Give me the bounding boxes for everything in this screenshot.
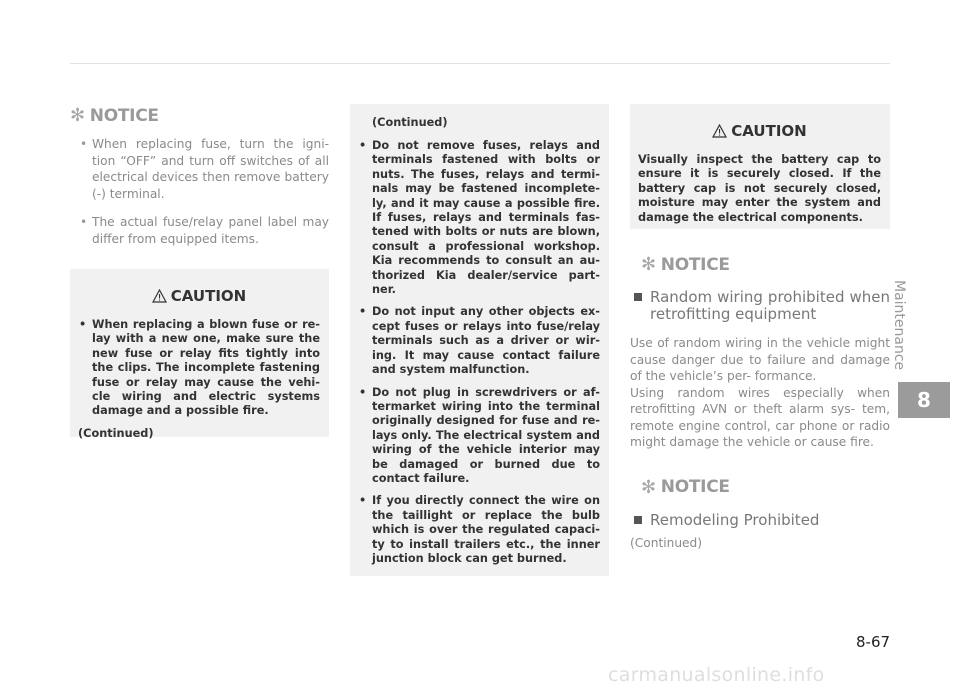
list-item: • When replacing a blown fuse or re- lay with a new one, make sure the new fuse or relay fits tightly into the clips. The incomplete fastening fuse or relay may cause the vehi- cle wiring and electric systems damage and a possible fire. [79, 318, 320, 418]
bullet-icon: • [359, 494, 367, 508]
caution-heading: CAUTION [638, 122, 881, 140]
caution-box-continued [350, 104, 609, 576]
left-column [70, 105, 329, 440]
bullet-icon: • [359, 139, 367, 152]
bullet-icon: • [359, 385, 367, 399]
square-bullet-icon [634, 293, 642, 301]
page-number: 8-67 [856, 633, 891, 651]
chapter-tab: 8 [898, 382, 950, 418]
continued-label: (Continued) [372, 116, 448, 129]
list-item: • If you directly connect the wire on the taillight or replace the bulb which is over the regulated capaci- ty to install trailers etc., the inner junction block can get burned. [359, 494, 600, 565]
middle-column [350, 104, 609, 576]
bullet-icon: • [80, 215, 88, 229]
bullet-icon: • [359, 305, 367, 319]
continued-label: (Continued) [630, 535, 703, 550]
asterisk-icon: ✻ [70, 105, 85, 126]
notice-heading [70, 105, 329, 126]
list-item: • Do not input any other objects ex- cept fuses or relays into fuse/relay terminals such as a driver or wir- ing. It may cause contact failure and system malfunction. [359, 305, 600, 377]
asterisk-icon: ✻ [641, 476, 656, 498]
section-label: Maintenance [891, 280, 907, 371]
notice-body: Using random wires especially when retrofitting AVN or theft alarm sys- tem, remote engine control, car phone or radio might damage the vehicle or cause fire. [630, 385, 890, 449]
list-item: • The actual fuse/relay panel label may differ from equipped items. [80, 215, 329, 246]
caution-list [358, 139, 600, 566]
notice-title: NOTICE [89, 105, 159, 126]
list-item: • When replacing fuse, turn the igni- tion “OFF” and turn off switches of all electrical devices then remove battery (-) terminal. [80, 137, 329, 201]
notice-subheading: Random wiring prohibited when retrofitting equipment [630, 289, 890, 323]
warning-icon [152, 289, 167, 303]
bullet-icon: • [79, 318, 87, 331]
notice-list [70, 136, 329, 247]
warning-icon [712, 124, 727, 138]
asterisk-icon: ✻ [641, 254, 656, 275]
caution-list [78, 318, 320, 419]
caution-box [630, 104, 890, 229]
bullet-icon: • [80, 137, 88, 151]
list-item: • Do not plug in screwdrivers or af- termarket wiring into the terminal originally designed for fuse and re- lays only. The electrical system and wiring of the vehicle interior may be damaged or burned due to contact failure. [359, 385, 600, 485]
notice-subheading: Remodeling Prohibited [630, 512, 890, 529]
notice-heading: ✻ NOTICE [641, 476, 730, 498]
caution-box [70, 269, 329, 440]
caution-text: Visually inspect the battery cap to ensure it is securely closed. If the battery cap is not securely closed, moisture may enter the system and damage the electrical components. [638, 153, 881, 224]
list-item: • Do not remove fuses, relays and terminals fastened with bolts or nuts. The fuses, relays and termi- nals may be fastened incomplete- ly, and it may cause a possible fire. If fuses, relays and terminals fas- tened with bolts or nuts are blown, consult a professional workshop. Kia recommends to consult an au- thorized Kia dealer/service part- ner. [359, 139, 600, 297]
top-divider [70, 63, 890, 64]
caution-heading: CAUTION [78, 287, 320, 305]
continued-label: (Continued) [78, 426, 154, 440]
notice-heading: ✻ NOTICE [641, 254, 730, 275]
notice-body: Use of random wiring in the vehicle might cause danger due to failure and damage of the vehicle’s per- formance. [630, 336, 890, 383]
square-bullet-icon [634, 516, 642, 524]
watermark: carmanualsonline.info [608, 664, 825, 686]
right-column [630, 104, 890, 551]
